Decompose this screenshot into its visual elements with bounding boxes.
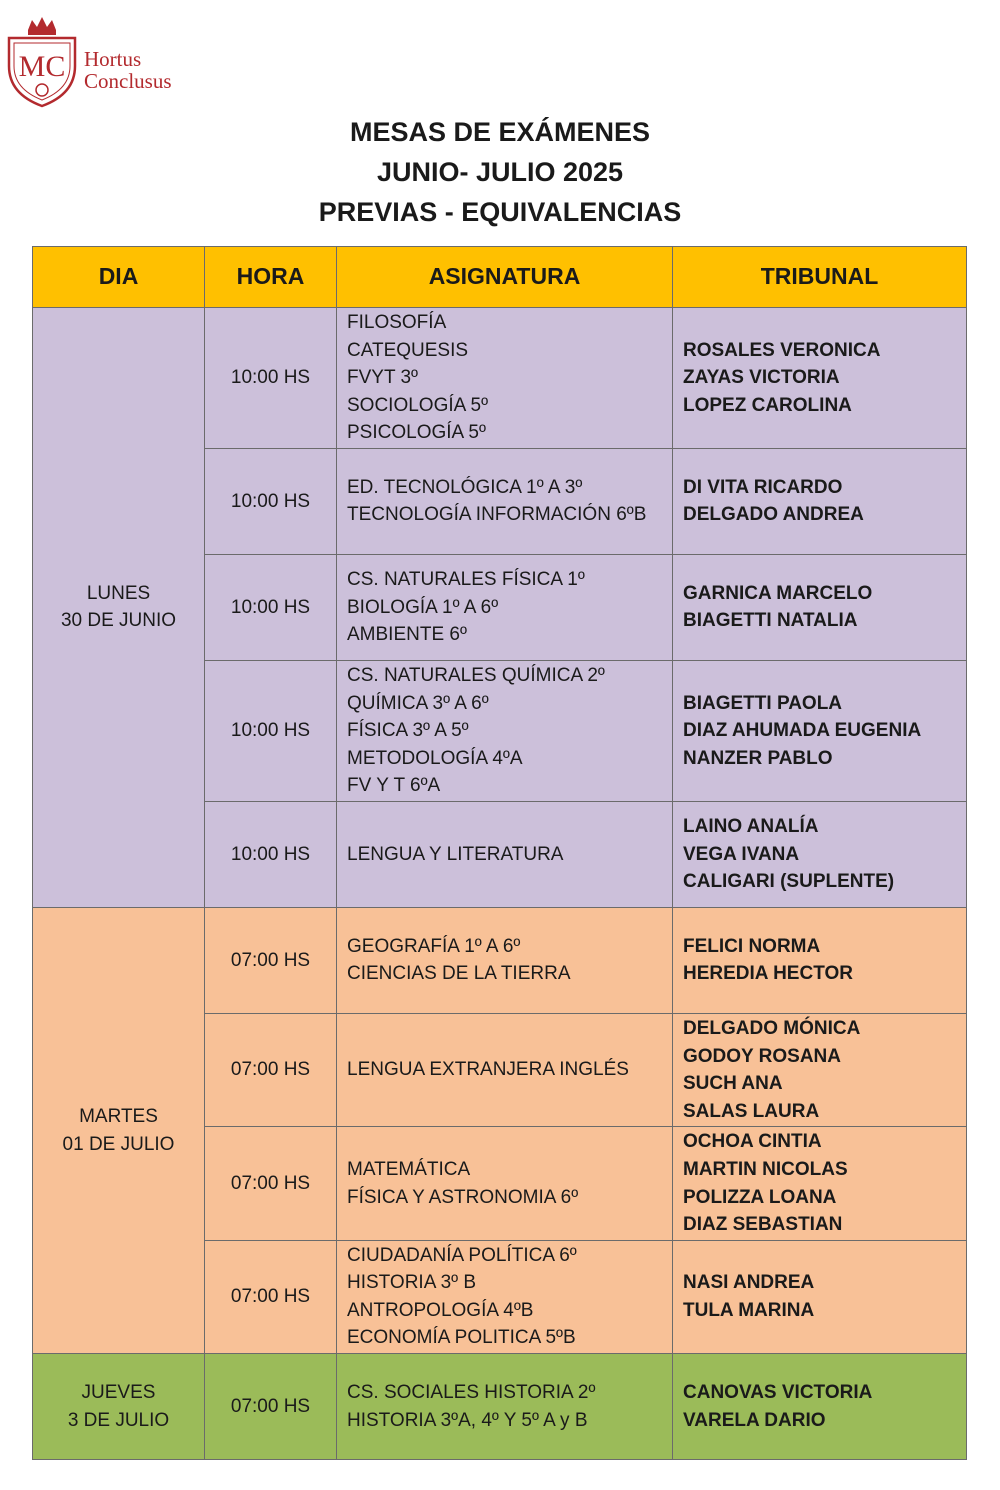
text-line: POLIZZA LOANA [683,1186,837,1208]
asignatura-cell [337,1354,673,1460]
title-line1: MESAS DE EXÁMENES [349,117,651,147]
text-line: OCHOA CINTIA [683,1131,822,1153]
text-line: VEGA IVANA [683,843,800,865]
day-label: MARTES [79,1105,158,1127]
text-line: FÍSICA 3º A 5º [347,720,469,742]
text-line: DELGADO ANDREA [683,504,864,526]
text-line: MARTIN NICOLAS [683,1158,848,1180]
text-line: GEOGRAFÍA 1º A 6º [347,935,521,957]
text-line: CS. NATURALES FÍSICA 1º [347,569,585,591]
hora-cell: 07:00 HS [205,1240,337,1353]
schedule-body [33,308,967,1460]
tribunal-cell [673,1127,967,1240]
day-label: 3 DE JULIO [67,1409,170,1431]
hora-cell: 10:00 HS [205,554,337,660]
text-line: NASI ANDREA [683,1272,815,1294]
hora-cell: 07:00 HS [205,1013,337,1126]
asignatura-cell [337,448,673,554]
text-line: TECNOLOGÍA INFORMACIÓN 6ºB [347,504,647,526]
crest-icon [6,14,78,108]
text-line: SUCH ANA [683,1073,783,1095]
text-line: CATEQUESIS [347,339,469,361]
school-logo [6,14,196,110]
hora-cell: 07:00 HS [205,1127,337,1240]
tribunal-cell [673,907,967,1013]
text-line: CALIGARI (SUPLENTE) [683,871,895,893]
exam-schedule-table [32,246,967,1460]
tribunal-cell [673,801,967,907]
asignatura-cell [337,1240,673,1353]
text-line: ED. TECNOLÓGICA 1º A 3º [347,476,583,498]
text-line: PSICOLOGÍA 5º [347,422,486,444]
hora-cell: 10:00 HS [205,308,337,449]
text-line: CANOVAS VICTORIA [683,1381,873,1403]
tribunal-cell [673,308,967,449]
header-dia: DIA [33,247,205,308]
hora-cell: 10:00 HS [205,801,337,907]
asignatura-cell [337,801,673,907]
logo-line2: Conclusus [84,69,172,93]
text-line: LENGUA EXTRANJERA INGLÉS [347,1059,629,1081]
text-line: QUÍMICA 3º A 6º [347,692,489,714]
header-asignatura: ASIGNATURA [337,247,673,308]
logo-line1: Hortus [84,47,142,71]
text-line: METODOLOGÍA 4ºA [347,747,523,769]
text-line: ANTROPOLOGÍA 4ºB [347,1299,534,1321]
logo-wordmark [84,48,172,92]
text-line: ZAYAS VICTORIA [683,367,840,389]
header-row [33,247,967,308]
day-cell [33,907,205,1353]
hora-cell: 07:00 HS [205,1354,337,1460]
tribunal-cell [673,1240,967,1353]
title-line3: PREVIAS - EQUIVALENCIAS [318,197,682,227]
title-line2: JUNIO- JULIO 2025 [376,157,624,187]
text-line: ROSALES VERONICA [683,339,881,361]
header-tribunal: TRIBUNAL [673,247,967,308]
text-line: FELICI NORMA [683,935,821,957]
text-line: HISTORIA 3ºA, 4º Y 5º A y B [347,1409,588,1431]
day-cell [33,1354,205,1460]
tribunal-cell [673,554,967,660]
asignatura-cell [337,1013,673,1126]
text-line: GODOY ROSANA [683,1045,842,1067]
text-line: BIOLOGÍA 1º A 6º [347,596,499,618]
text-line: FVYT 3º [347,367,418,389]
text-line: FÍSICA Y ASTRONOMIA 6º [347,1186,579,1208]
text-line: DELGADO MÓNICA [683,1017,861,1039]
asignatura-cell [337,660,673,801]
text-line: FV Y T 6ºA [347,775,441,797]
table-row [33,1354,967,1460]
header-hora: HORA [205,247,337,308]
day-label: JUEVES [81,1381,156,1403]
text-line: NANZER PABLO [683,747,833,769]
asignatura-cell [337,308,673,449]
text-line: AMBIENTE 6º [347,624,467,646]
table-row [33,308,967,449]
text-line: CIENCIAS DE LA TIERRA [347,963,571,985]
day-label: 01 DE JULIO [62,1133,175,1155]
text-line: DIAZ SEBASTIAN [683,1214,843,1236]
text-line: SALAS LAURA [683,1100,820,1122]
day-label: 30 DE JUNIO [60,610,177,632]
text-line: HISTORIA 3º B [347,1272,477,1294]
text-line: GARNICA MARCELO [683,582,873,604]
text-line: LENGUA Y LITERATURA [347,843,564,865]
svg-text:MC: MC [18,50,66,83]
text-line: DIAZ AHUMADA EUGENIA [683,720,922,742]
text-line: CS. SOCIALES HISTORIA 2º [347,1381,596,1403]
text-line: ECONOMÍA POLITICA 5ºB [347,1327,576,1349]
hora-cell: 10:00 HS [205,660,337,801]
text-line: LAINO ANALÍA [683,816,819,838]
tribunal-cell [673,448,967,554]
text-line: CIUDADANÍA POLÍTICA 6º [347,1244,577,1266]
asignatura-cell [337,554,673,660]
text-line: FILOSOFÍA [347,312,447,333]
text-line: LOPEZ CAROLINA [683,394,852,416]
text-line: VARELA DARIO [683,1409,826,1431]
asignatura-cell [337,1127,673,1240]
text-line: BIAGETTI NATALIA [683,610,858,632]
text-line: CS. NATURALES QUÍMICA 2º [347,664,605,686]
tribunal-cell [673,1013,967,1126]
day-cell [33,308,205,908]
text-line: MATEMÁTICA [347,1158,471,1180]
page-title [0,112,1000,232]
tribunal-cell [673,660,967,801]
text-line: SOCIOLOGÍA 5º [347,394,489,416]
text-line: TULA MARINA [683,1299,815,1321]
hora-cell: 10:00 HS [205,448,337,554]
text-line: BIAGETTI PAOLA [683,692,843,714]
table-row [33,907,967,1013]
text-line: DI VITA RICARDO [683,476,843,498]
day-label: LUNES [86,582,151,604]
hora-cell: 07:00 HS [205,907,337,1013]
asignatura-cell [337,907,673,1013]
tribunal-cell [673,1354,967,1460]
text-line: HEREDIA HECTOR [683,963,853,985]
